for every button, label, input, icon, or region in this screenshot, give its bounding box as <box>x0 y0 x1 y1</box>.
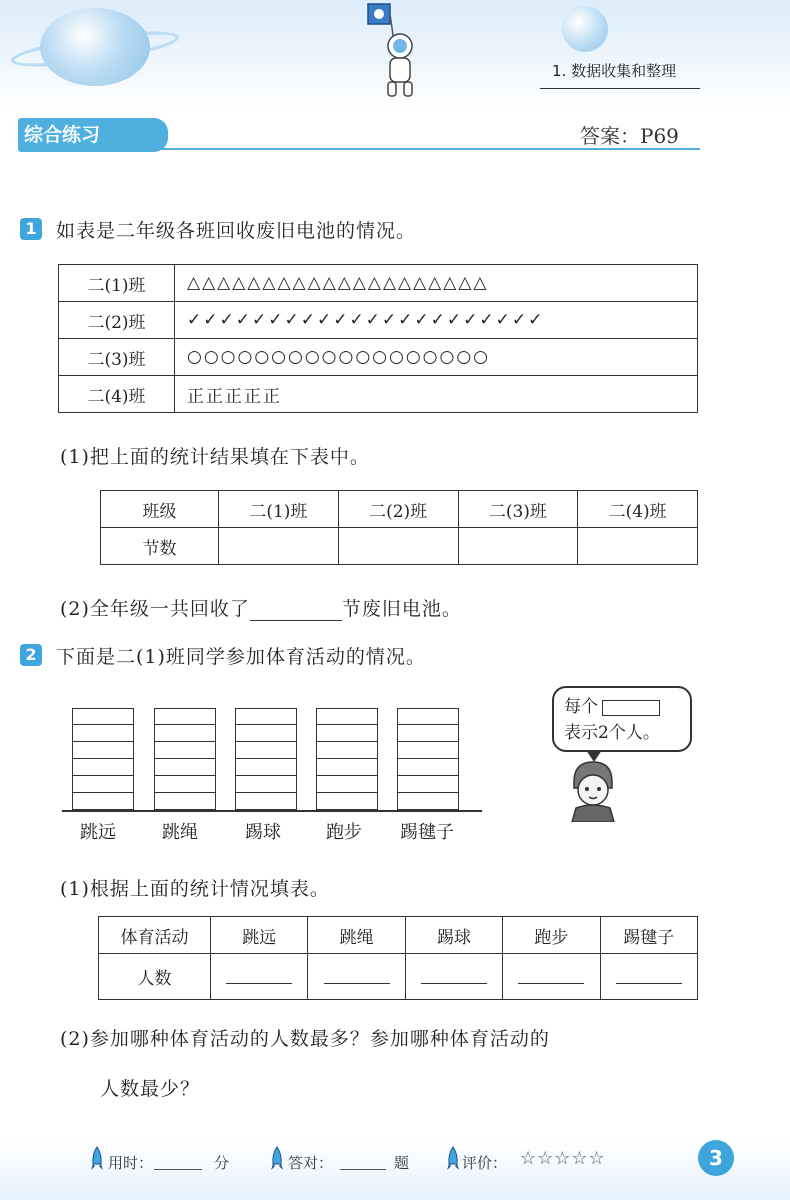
bar-unit <box>235 708 297 725</box>
bar-unit <box>316 759 378 776</box>
question-1-sub2 <box>60 594 462 621</box>
table-row-label: 人数 <box>99 954 211 1000</box>
bubble-text-line2: 表示2个人。 <box>564 723 660 743</box>
bar-unit <box>316 742 378 759</box>
question-1-sub2-suffix: 节废旧电池。 <box>341 598 462 620</box>
bar-unit <box>154 708 216 725</box>
question-1-number: 1 <box>20 218 42 240</box>
table-row <box>101 528 698 565</box>
rating-stars[interactable]: ☆☆☆☆☆ <box>520 1148 606 1169</box>
table-header-cell: 体育活动 <box>99 917 211 954</box>
table-header-cell: 二(1)班 <box>219 491 339 528</box>
bubble-text-line1: 每个 <box>564 697 598 717</box>
small-planet-icon <box>562 6 608 52</box>
answer-blank[interactable] <box>226 964 292 984</box>
answer-cell[interactable] <box>219 528 339 565</box>
table-row <box>99 954 698 1000</box>
bar-unit <box>154 776 216 793</box>
unit-rectangle-icon <box>602 700 660 716</box>
answer-reference: 答案：P69 <box>580 124 679 148</box>
bar-unit <box>235 776 297 793</box>
activity-bar-stack <box>235 708 297 810</box>
correct-input[interactable] <box>340 1152 386 1170</box>
rocket-icon <box>90 1146 104 1172</box>
activity-bar-stack <box>72 708 134 810</box>
table-header-cell: 踢球 <box>405 917 502 954</box>
table-header-cell: 二(3)班 <box>458 491 578 528</box>
time-label: 用时： <box>108 1154 154 1172</box>
tally-row <box>59 376 698 413</box>
table-header-cell: 二(2)班 <box>338 491 458 528</box>
correct-label: 答对： <box>288 1154 334 1172</box>
tally-marks: ○○○○○○○○○○○○○○○○○○ <box>175 339 698 376</box>
question-2-sub2-line2: 人数最少？ <box>100 1078 201 1100</box>
class-count-table <box>100 490 698 565</box>
chart-baseline <box>62 810 482 812</box>
activity-label: 踢毽子 <box>400 822 454 843</box>
tally-marks: △△△△△△△△△△△△△△△△△△△△ <box>175 265 698 302</box>
answer-cell[interactable] <box>308 954 405 1000</box>
question-2-sub2-line1: (2)参加哪种体育活动的人数最多？参加哪种体育活动的 <box>60 1028 550 1050</box>
tally-table <box>58 264 698 413</box>
table-header-row <box>101 491 698 528</box>
tally-class-label: 二(4)班 <box>59 376 175 413</box>
question-2-sub1: (1)根据上面的统计情况填表。 <box>60 878 330 900</box>
answer-cell[interactable] <box>338 528 458 565</box>
chapter-title: 1. 数据收集和整理 <box>552 62 677 80</box>
table-header-cell: 班级 <box>101 491 219 528</box>
answer-cell[interactable] <box>578 528 698 565</box>
time-input[interactable] <box>154 1152 202 1170</box>
rocket-icon <box>446 1146 460 1172</box>
activity-label: 跑步 <box>326 822 362 843</box>
tally-row <box>59 265 698 302</box>
table-header-row <box>99 917 698 954</box>
time-unit: 分 <box>214 1154 230 1172</box>
question-1-text: 如表是二年级各班回收废旧电池的情况。 <box>56 220 417 242</box>
question-1-sub1: (1)把上面的统计结果填在下表中。 <box>60 446 370 468</box>
answer-cell[interactable] <box>405 954 502 1000</box>
table-header-cell: 跳绳 <box>308 917 405 954</box>
bar-unit <box>72 759 134 776</box>
bar-unit <box>235 725 297 742</box>
bar-unit <box>235 759 297 776</box>
student-avatar-icon <box>566 758 620 822</box>
bar-unit <box>397 759 459 776</box>
tally-marks: ✓✓✓✓✓✓✓✓✓✓✓✓✓✓✓✓✓✓✓✓✓✓ <box>175 302 698 339</box>
bar-unit <box>235 742 297 759</box>
bar-unit <box>154 725 216 742</box>
bar-unit <box>72 725 134 742</box>
bar-unit <box>72 776 134 793</box>
bar-unit <box>397 725 459 742</box>
bar-unit <box>154 759 216 776</box>
tally-class-label: 二(1)班 <box>59 265 175 302</box>
bar-unit <box>397 708 459 725</box>
activity-label: 跳绳 <box>162 822 198 843</box>
table-row-label: 节数 <box>101 528 219 565</box>
activity-bar-stack <box>154 708 216 810</box>
rating-label: 评价： <box>462 1154 508 1172</box>
bar-unit <box>397 742 459 759</box>
chapter-underline <box>540 88 700 89</box>
activity-label: 跳远 <box>80 822 116 843</box>
bar-unit <box>235 793 297 810</box>
tally-class-label: 二(2)班 <box>59 302 175 339</box>
table-header-cell: 二(4)班 <box>578 491 698 528</box>
bar-unit <box>72 742 134 759</box>
answer-cell[interactable] <box>600 954 697 1000</box>
rocket-icon <box>270 1146 284 1172</box>
bar-unit <box>316 708 378 725</box>
total-answer-blank[interactable] <box>250 601 342 621</box>
activity-bar-stack <box>316 708 378 810</box>
correct-unit: 题 <box>394 1154 410 1172</box>
bar-unit <box>397 793 459 810</box>
astronaut-icon <box>360 2 422 102</box>
bar-unit <box>154 793 216 810</box>
bar-unit <box>316 793 378 810</box>
activity-count-table <box>98 916 698 1000</box>
question-1-sub2-prefix: (2)全年级一共回收了 <box>60 598 250 620</box>
section-label: 综合练习 <box>18 118 168 152</box>
tally-row <box>59 339 698 376</box>
activity-bar-stack <box>397 708 459 810</box>
answer-blank[interactable] <box>616 964 682 984</box>
answer-blank[interactable] <box>518 964 584 984</box>
answer-cell[interactable] <box>503 954 600 1000</box>
table-header-cell: 踢毽子 <box>600 917 697 954</box>
tally-row <box>59 302 698 339</box>
page-number: 3 <box>698 1140 734 1176</box>
table-header-cell: 跑步 <box>503 917 600 954</box>
bar-unit <box>316 776 378 793</box>
question-2-text: 下面是二(1)班同学参加体育活动的情况。 <box>56 646 426 668</box>
bar-unit <box>154 742 216 759</box>
answer-cell[interactable] <box>211 954 308 1000</box>
planet-icon <box>40 8 150 86</box>
answer-blank[interactable] <box>324 964 390 984</box>
speech-bubble <box>552 686 692 752</box>
table-header-cell: 跳远 <box>211 917 308 954</box>
answer-blank[interactable] <box>421 964 487 984</box>
bar-unit <box>316 725 378 742</box>
activity-label: 踢球 <box>245 822 281 843</box>
bar-unit <box>72 708 134 725</box>
bar-unit <box>72 793 134 810</box>
tally-marks: 正正正正正 <box>175 376 698 413</box>
question-2-number: 2 <box>20 644 42 666</box>
bar-unit <box>397 776 459 793</box>
answer-cell[interactable] <box>458 528 578 565</box>
tally-class-label: 二(3)班 <box>59 339 175 376</box>
